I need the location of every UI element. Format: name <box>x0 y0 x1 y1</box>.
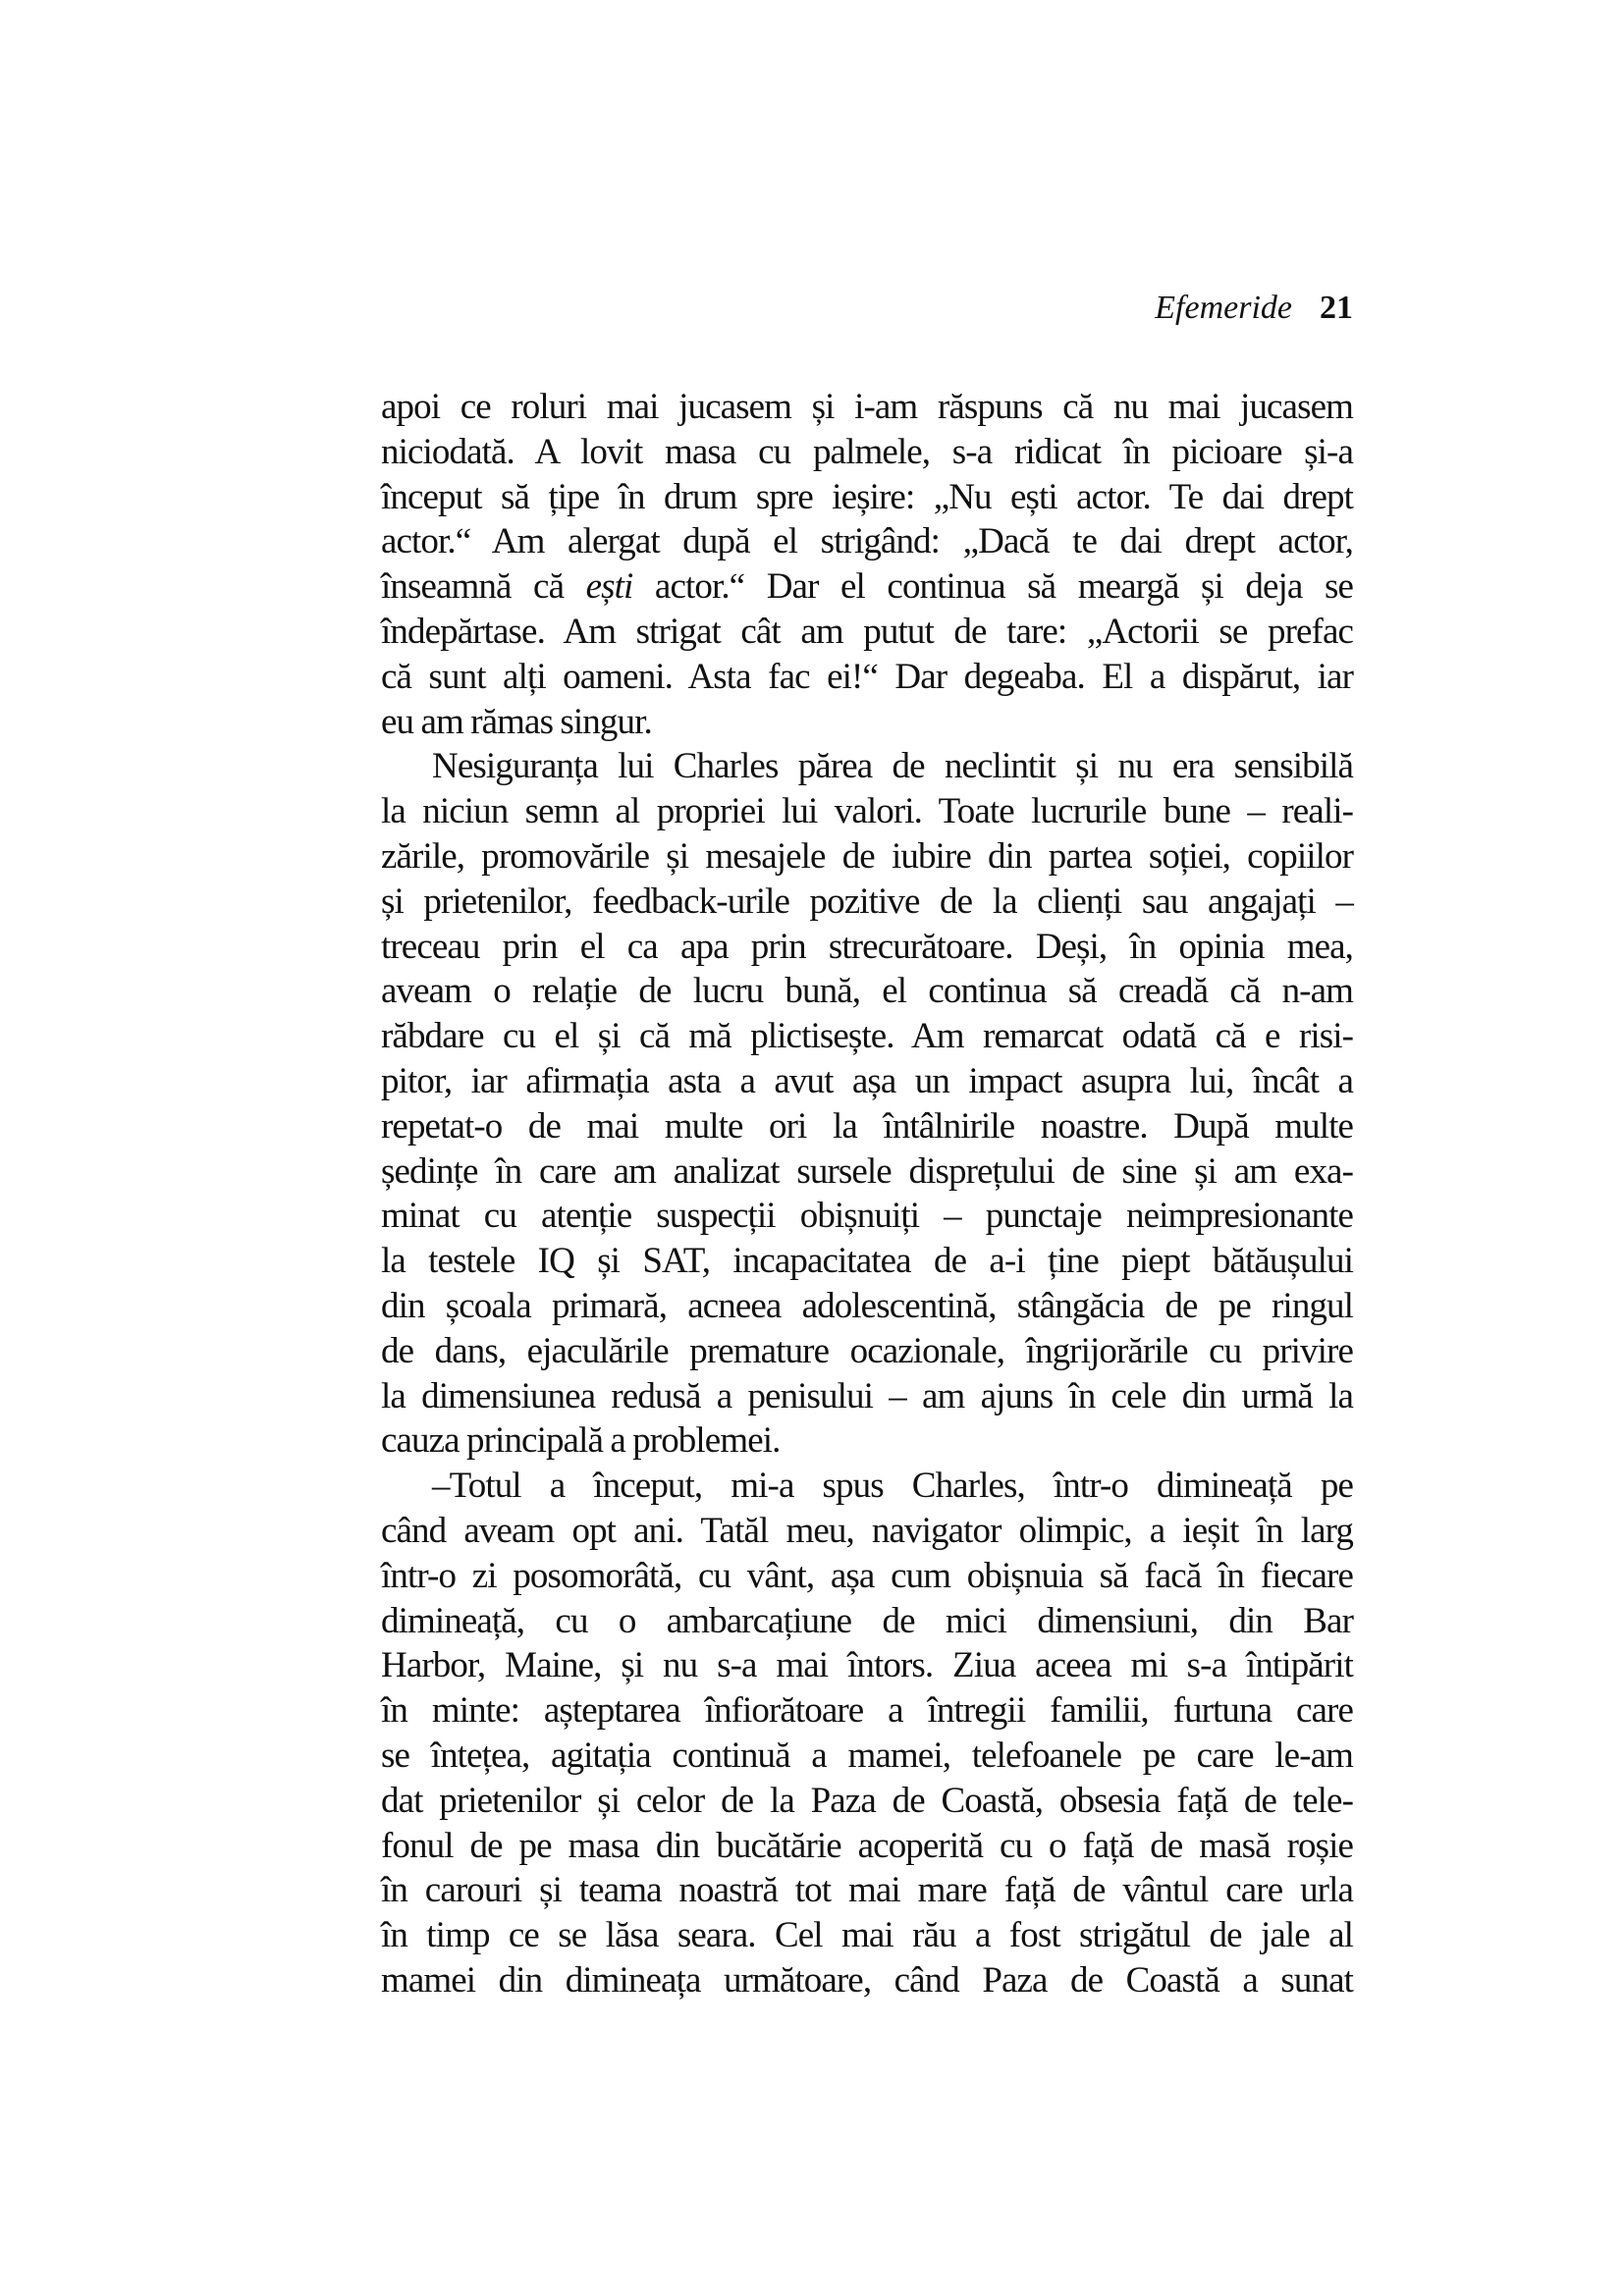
text-line: ședințe în care am analizat sursele disprețului de sine și am exa- <box>381 1150 1353 1192</box>
text-line: de dans, ejaculările premature ocazionale, îngrijorările cu privire <box>381 1330 1353 1371</box>
text-line: apoi ce roluri mai jucasem și i-am răspuns că nu mai jucasem <box>381 387 1353 427</box>
text-line: la dimensiunea redusă a penisului – am ajuns în cele din urmă la <box>381 1375 1353 1416</box>
running-header <box>1080 287 1353 330</box>
body-text <box>381 385 1353 2003</box>
paragraph-start-line: Nesiguranța lui Charles părea de neclintit și nu era sensibilă <box>432 746 1353 787</box>
text-line: dimineață, cu o ambarcațiune de mici dimensiuni, din Bar <box>381 1600 1353 1641</box>
text-line: în timp ce se lăsa seara. Cel mai rău a fost strigătul de jale al <box>381 1915 1353 1956</box>
text-line: răbdare cu el și că mă plictisește. Am remarcat odată că e risi- <box>381 1016 1353 1057</box>
text-line: din școala primară, acneea adolescentină, stângăcia de pe ringul <box>381 1285 1353 1326</box>
text-line: zările, promovările și mesajele de iubire din partea soției, copiilor <box>381 835 1353 877</box>
text-line: început să țipe în drum spre ieșire: „Nu ești actor. Te dai drept <box>381 476 1353 517</box>
text-line: actor.“ Am alergat după el strigând: „Dacă te dai drept actor, <box>381 521 1353 562</box>
text-line: la niciun semn al propriei lui valori. Toate lucrurile bune – reali- <box>381 791 1353 832</box>
text-line: la testele IQ și SAT, incapacitatea de a-i ține piept bătăușului <box>381 1241 1353 1282</box>
text-line: treceau prin el ca apa prin strecurătoare. Deși, în opinia mea, <box>381 926 1353 967</box>
chapter-title: Efemeride <box>1155 290 1292 326</box>
text-line: aveam o relație de lucru bună, el continua să creadă că n-am <box>381 971 1353 1012</box>
text-line: fonul de pe masa din bucătărie acoperită cu o față de masă roșie <box>381 1825 1353 1866</box>
text-line: cauza principală a problemei. <box>381 1420 781 1462</box>
text-line: Harbor, Maine, și nu s-a mai întors. Ziua aceea mi s-a întipărit <box>381 1645 1353 1686</box>
emphasis-text: ești <box>585 566 633 608</box>
text-line: mamei din dimineața următoare, când Paza de Coastă a sunat <box>381 1959 1353 2001</box>
text-line: se întețea, agitația continuă a mamei, telefoanele pe care le-am <box>381 1735 1353 1776</box>
text-line: într-o zi posomorâtă, cu vânt, așa cum obișnuia să facă în fiecare <box>381 1555 1353 1596</box>
text-line: și prietenilor, feedback-urile pozitive de la clienți sau angajați – <box>381 881 1353 922</box>
text-line: eu am rămas singur. <box>381 701 652 742</box>
text-line: când aveam opt ani. Tatăl meu, navigator olimpic, a ieșit în larg <box>381 1510 1353 1551</box>
text-line <box>381 564 1353 610</box>
text-line: repetat-o de mai multe ori la întâlnirile noastre. După multe <box>381 1105 1353 1147</box>
text-line: minat cu atenție suspecții obișnuiți – punctaje neimpresionante <box>381 1196 1353 1237</box>
text-line: pitor, iar afirmația asta a avut așa un impact asupra lui, încât a <box>381 1060 1353 1101</box>
text-run: înseamnă că <box>381 566 586 608</box>
text-line: în minte: așteptarea înfiorătoare a întregii familii, furtuna care <box>381 1690 1353 1732</box>
paragraph-start-line: –Totul a început, mi-a spus Charles, într-o dimineață pe <box>432 1466 1353 1507</box>
text-line: îndepărtase. Am strigat cât am putut de tare: „Actorii se prefac <box>381 611 1353 652</box>
text-line: că sunt alți oameni. Asta fac ei!“ Dar degeaba. El a dispărut, iar <box>381 656 1353 697</box>
text-line: în carouri și teama noastră tot mai mare față de vântul care urla <box>381 1870 1353 1911</box>
text-line: dat prietenilor și celor de la Paza de Coastă, obsesia față de tele- <box>381 1780 1353 1821</box>
text-line: niciodată. A lovit masa cu palmele, s-a ridicat în picioare și-a <box>381 431 1353 472</box>
page-number: 21 <box>1320 290 1353 326</box>
text-run: actor.“ Dar el continua să meargă și deja se <box>632 566 1353 608</box>
